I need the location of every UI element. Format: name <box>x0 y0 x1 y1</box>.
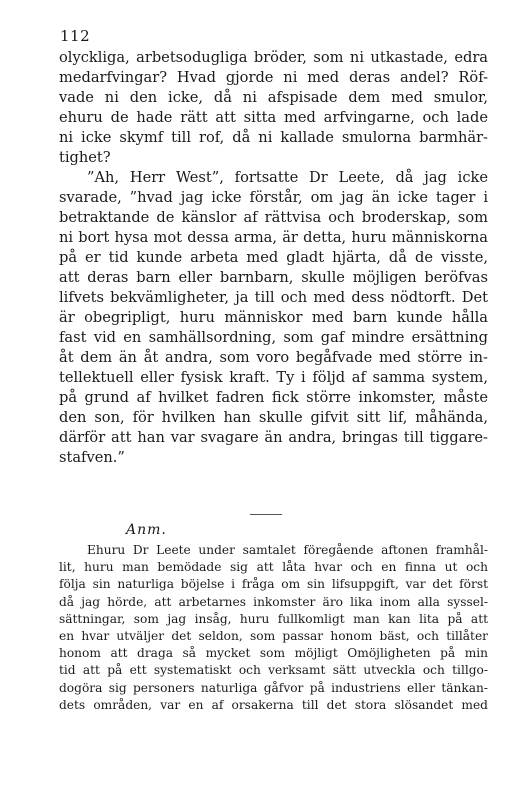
note-line: Ehuru Dr Leete under samtalet föregående aftonen framhål- <box>87 543 488 557</box>
text-line: på grund af hvilket fadren fick större inkomster, måste <box>59 389 488 406</box>
text-line: ehuru de hade rätt att sitta med arfvingarne, och lade <box>59 109 488 126</box>
note-line: dets områden, var en af orsakerna till det stora slösandet med <box>59 697 488 712</box>
note-line: lit, huru man bemödade sig att låta hvar och en finna ut och <box>59 560 488 575</box>
text-line: åt dem än åt andra, som voro begåfvade med större in- <box>59 349 488 366</box>
note-line: sättningar, som jag insåg, huru fullkomligt man kan lita på att <box>59 611 488 626</box>
text-line: ni bort hysa mot dessa arma, är detta, huru människorna <box>59 229 488 246</box>
text-line: vade ni den icke, då ni afspisade dem med smulor, <box>59 89 488 106</box>
text-line: att deras barn eller barnbarn, skulle möjligen beröfvas <box>59 269 488 286</box>
text-line: betraktande de känslor af rättvisa och broderskap, som <box>59 209 488 226</box>
text-line: stafven.” <box>59 449 125 466</box>
text-line: ni icke skymf till rof, då ni kallade smulorna barmhär- <box>59 129 488 146</box>
note-line: honom att draga så mycket som möjligt Omöjligheten på min <box>59 646 488 661</box>
section-divider <box>250 514 282 515</box>
text-line: den son, för hvilken han skulle gifvit sitt lif, måhända, <box>59 409 488 426</box>
note-line: då jag hörde, att arbetarnes inkomster äro lika inom alla syssel- <box>59 594 488 609</box>
text-line: är obegripligt, huru människor med barn kunde hålla <box>59 309 488 326</box>
text-line: fast vid en samhällsordning, som gaf mindre ersättning <box>59 329 488 346</box>
note-line: följa sin naturliga böjelse i fråga om sin lifsuppgift, var det först <box>59 577 488 592</box>
note-line: dogöra sig personers naturliga gåfvor på industriens eller tänkan- <box>59 680 488 695</box>
text-line: medarfvingar? Hvad gjorde ni med deras andel? Röf- <box>59 69 488 86</box>
text-line: olyckliga, arbetsodugliga bröder, som ni utkastade, edra <box>59 49 488 66</box>
text-line: svarade, ”hvad jag icke förstår, om jag än icke tager i <box>59 189 488 206</box>
text-line: därför att han var svagare än andra, bringas till tiggare- <box>59 429 488 446</box>
page-number: 112 <box>60 27 91 45</box>
text-line: lifvets bekvämligheter, ja till och med dess nödtorft. Det <box>59 289 488 306</box>
text-line: tellektuell eller fysisk kraft. Ty i följd af samma system, <box>59 369 488 386</box>
text-line: på er tid kunde arbeta med gladt hjärta, då de visste, <box>59 249 488 266</box>
note-text-block <box>59 542 488 714</box>
text-line: tighet? <box>59 149 111 166</box>
note-line: en hvar utväljer det seldon, som passar honom bäst, och tillåter <box>59 628 488 643</box>
note-line: tid att på ett systematiskt och verksamt sätt utveckla och tillgo- <box>59 663 488 678</box>
main-text-block <box>59 48 488 468</box>
text-line: ”Ah, Herr West”, fortsatte Dr Leete, då jag icke <box>87 169 488 186</box>
note-heading: Anm. <box>126 522 167 538</box>
